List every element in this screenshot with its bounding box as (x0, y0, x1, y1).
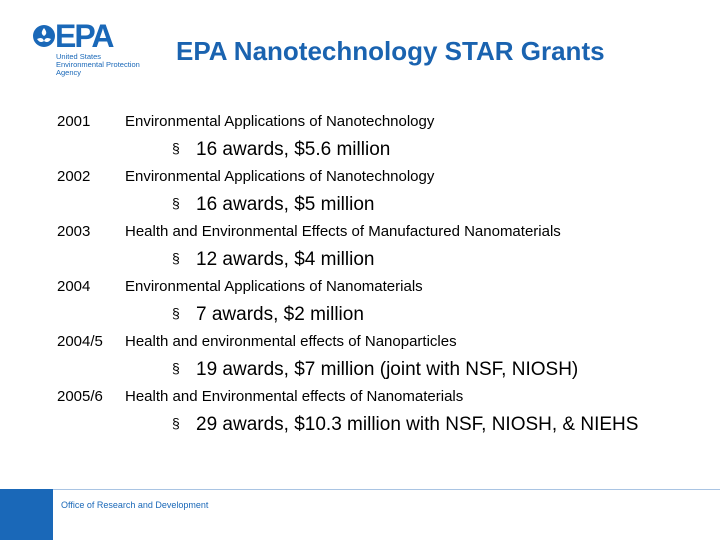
epa-flower-icon (32, 24, 56, 48)
page-title: EPA Nanotechnology STAR Grants (176, 36, 605, 66)
grant-award-line (172, 139, 390, 161)
grant-awards: 12 awards, $4 million (196, 249, 375, 270)
grant-year-2002: 2002 (57, 168, 91, 185)
grant-award-line (172, 359, 578, 381)
grant-award-line (172, 414, 638, 436)
grant-program: Health and environmental effects of Nanoparticles (125, 333, 457, 350)
grant-program: Health and Environmental effects of Nanomaterials (125, 388, 464, 405)
grant-award-line (172, 194, 374, 216)
grant-program: Health and Environmental Effects of Manufactured Nanomaterials (125, 223, 561, 240)
grant-program: Environmental Applications of Nanotechnology (125, 168, 435, 185)
footer-office-label: Office of Research and Development (61, 500, 209, 510)
bullet-icon: § (172, 140, 180, 156)
bullet-icon: § (172, 195, 180, 211)
grant-year-2005-6: 2005/6 (57, 388, 103, 405)
grant-awards: 16 awards, $5 million (196, 194, 375, 215)
grant-awards: 19 awards, $7 million (joint with NSF, NIOSH) (196, 359, 579, 380)
grant-award-line (172, 249, 374, 271)
footer-accent-block (0, 489, 53, 540)
grant-year-2003: 2003 (57, 223, 91, 240)
grant-year-2004: 2004 (57, 278, 91, 295)
grant-year-2001: 2001 (57, 113, 91, 130)
grant-award-line (172, 304, 364, 326)
grant-awards: 29 awards, $10.3 million with NSF, NIOSH, & NIEHS (196, 414, 639, 435)
grant-year-2004-5: 2004/5 (57, 333, 103, 350)
grant-awards: 7 awards, $2 million (196, 304, 364, 325)
bullet-icon: § (172, 415, 180, 431)
footer-divider (53, 489, 720, 490)
bullet-icon: § (172, 305, 180, 321)
epa-logo-text: EPA (55, 18, 113, 54)
grant-program: Environmental Applications of Nanomaterials (125, 278, 423, 295)
epa-logo-subtitle: United States Environmental Protection Agency (56, 52, 140, 77)
grant-program: Environmental Applications of Nanotechnology (125, 113, 435, 130)
bullet-icon: § (172, 360, 180, 376)
grant-awards: 16 awards, $5.6 million (196, 139, 391, 160)
epa-logo (32, 18, 162, 80)
bullet-icon: § (172, 250, 180, 266)
